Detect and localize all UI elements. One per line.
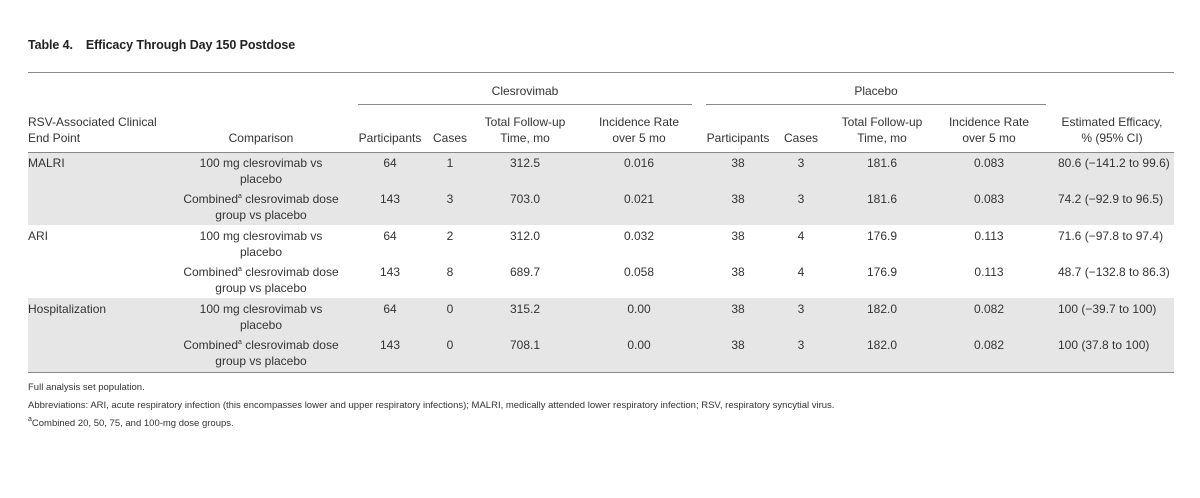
cell-p-cases: 3 bbox=[797, 302, 805, 316]
cell-c-fu: 703.0 bbox=[509, 192, 541, 206]
cell-p-fu: 181.6 bbox=[866, 192, 898, 206]
endpoint-label: ARI bbox=[28, 229, 49, 243]
comparison-cell: 100 mg clesrovimab vs placebo bbox=[199, 229, 323, 259]
cell-c-fu: 312.5 bbox=[509, 156, 541, 170]
cell-p-part: 38 bbox=[731, 229, 745, 243]
cell-c-cases: 0 bbox=[446, 302, 454, 316]
cell-c-cases: 2 bbox=[446, 229, 454, 243]
header-p-followup: Total Follow-up Time, mo bbox=[841, 115, 923, 145]
header-p-cases: Cases bbox=[783, 131, 818, 145]
cell-c-cases: 1 bbox=[446, 156, 454, 170]
cell-c-ir: 0.032 bbox=[623, 229, 655, 243]
comparison-cell: 100 mg clesrovimab vs placebo bbox=[199, 302, 323, 332]
table-title bbox=[28, 38, 295, 52]
cell-p-part: 38 bbox=[731, 192, 745, 206]
cell-c-ir: 0.058 bbox=[623, 265, 655, 279]
cell-efficacy: 71.6 (−97.8 to 97.4) bbox=[1058, 229, 1164, 243]
cell-efficacy: 100 (37.8 to 100) bbox=[1058, 338, 1150, 352]
cell-c-ir: 0.021 bbox=[623, 192, 655, 206]
cell-p-fu: 182.0 bbox=[866, 302, 898, 316]
header-c-followup: Total Follow-up Time, mo bbox=[484, 115, 566, 145]
table-caption: Efficacy Through Day 150 Postdose bbox=[85, 38, 296, 52]
cell-p-part: 38 bbox=[731, 265, 745, 279]
group-header-placebo: Placebo bbox=[854, 84, 898, 98]
cell-p-ir: 0.083 bbox=[973, 156, 1005, 170]
header-c-cases: Cases bbox=[432, 131, 467, 145]
cell-p-fu: 176.9 bbox=[866, 265, 898, 279]
header-c-participants: Participants bbox=[358, 131, 422, 145]
bottom-rule bbox=[28, 372, 1174, 373]
comparison-cell: Combined$^a$ clesrovimab dose group vs placebo bbox=[183, 265, 339, 295]
header-p-incidence: Incidence Rate over 5 mo bbox=[948, 115, 1030, 145]
cell-p-cases: 3 bbox=[797, 156, 805, 170]
header-p-participants: Participants bbox=[706, 131, 770, 145]
cell-c-part: 143 bbox=[379, 192, 401, 206]
group-rule-clesrovimab bbox=[358, 104, 692, 105]
cell-c-fu: 708.1 bbox=[509, 338, 541, 352]
cell-c-cases: 8 bbox=[446, 265, 454, 279]
cell-c-cases: 3 bbox=[446, 192, 454, 206]
cell-p-fu: 176.9 bbox=[866, 229, 898, 243]
cell-p-part: 38 bbox=[731, 302, 745, 316]
cell-c-ir: 0.016 bbox=[623, 156, 655, 170]
header-endpoint: RSV-Associated Clinical End Point bbox=[28, 115, 157, 145]
cell-p-ir: 0.083 bbox=[973, 192, 1005, 206]
footnote-population: Full analysis set population. bbox=[28, 382, 145, 393]
cell-c-fu: 312.0 bbox=[509, 229, 541, 243]
cell-efficacy: 80.6 (−141.2 to 99.6) bbox=[1058, 156, 1170, 170]
cell-p-cases: 3 bbox=[797, 338, 805, 352]
comparison-cell: Combined$^a$ clesrovimab dose group vs placebo bbox=[183, 338, 339, 368]
cell-p-part: 38 bbox=[731, 156, 745, 170]
header-comparison: Comparison bbox=[228, 131, 294, 145]
cell-c-fu: 689.7 bbox=[509, 265, 541, 279]
group-header-clesrovimab: Clesrovimab bbox=[491, 84, 559, 98]
cell-p-ir: 0.113 bbox=[974, 265, 1004, 279]
cell-p-cases: 4 bbox=[797, 229, 805, 243]
cell-c-part: 64 bbox=[383, 156, 397, 170]
cell-c-part: 64 bbox=[383, 302, 397, 316]
cell-efficacy: 74.2 (−92.9 to 96.5) bbox=[1058, 192, 1164, 206]
cell-c-ir: 0.00 bbox=[627, 302, 651, 316]
cell-efficacy: 100 (−39.7 to 100) bbox=[1058, 302, 1157, 316]
footnote-abbreviations: Abbreviations: ARI, acute respiratory infection (this encompasses lower and upper respiratory infections); MALRI, medically attended lower respiratory infection; RSV, respiratory syncytial virus. bbox=[28, 400, 835, 411]
header-efficacy: Estimated Efficacy, % (95% CI) bbox=[1061, 115, 1163, 145]
cell-p-fu: 182.0 bbox=[866, 338, 898, 352]
header-c-incidence: Incidence Rate over 5 mo bbox=[598, 115, 680, 145]
cell-p-cases: 3 bbox=[797, 192, 805, 206]
cell-c-part: 143 bbox=[379, 265, 401, 279]
comparison-cell: 100 mg clesrovimab vs placebo bbox=[199, 156, 323, 186]
group-rule-placebo bbox=[706, 104, 1046, 105]
cell-efficacy: 48.7 (−132.8 to 86.3) bbox=[1058, 265, 1170, 279]
comparison-cell: Combined$^a$ clesrovimab dose group vs placebo bbox=[183, 192, 339, 222]
endpoint-label: MALRI bbox=[28, 156, 65, 170]
table-number: Table 4. bbox=[28, 38, 73, 52]
cell-p-ir: 0.113 bbox=[974, 229, 1004, 243]
cell-c-ir: 0.00 bbox=[627, 338, 651, 352]
cell-p-fu: 181.6 bbox=[866, 156, 898, 170]
cell-p-ir: 0.082 bbox=[973, 302, 1005, 316]
footnote-dose-groups: $^a$Combined 20, 50, 75, and 100-mg dose groups. bbox=[28, 416, 234, 429]
cell-c-cases: 0 bbox=[446, 338, 454, 352]
cell-c-part: 143 bbox=[379, 338, 401, 352]
cell-p-cases: 4 bbox=[797, 265, 805, 279]
top-rule bbox=[28, 72, 1174, 73]
cell-c-fu: 315.2 bbox=[509, 302, 541, 316]
cell-p-part: 38 bbox=[731, 338, 745, 352]
endpoint-label: Hospitalization bbox=[28, 302, 107, 316]
cell-c-part: 64 bbox=[383, 229, 397, 243]
cell-p-ir: 0.082 bbox=[973, 338, 1005, 352]
